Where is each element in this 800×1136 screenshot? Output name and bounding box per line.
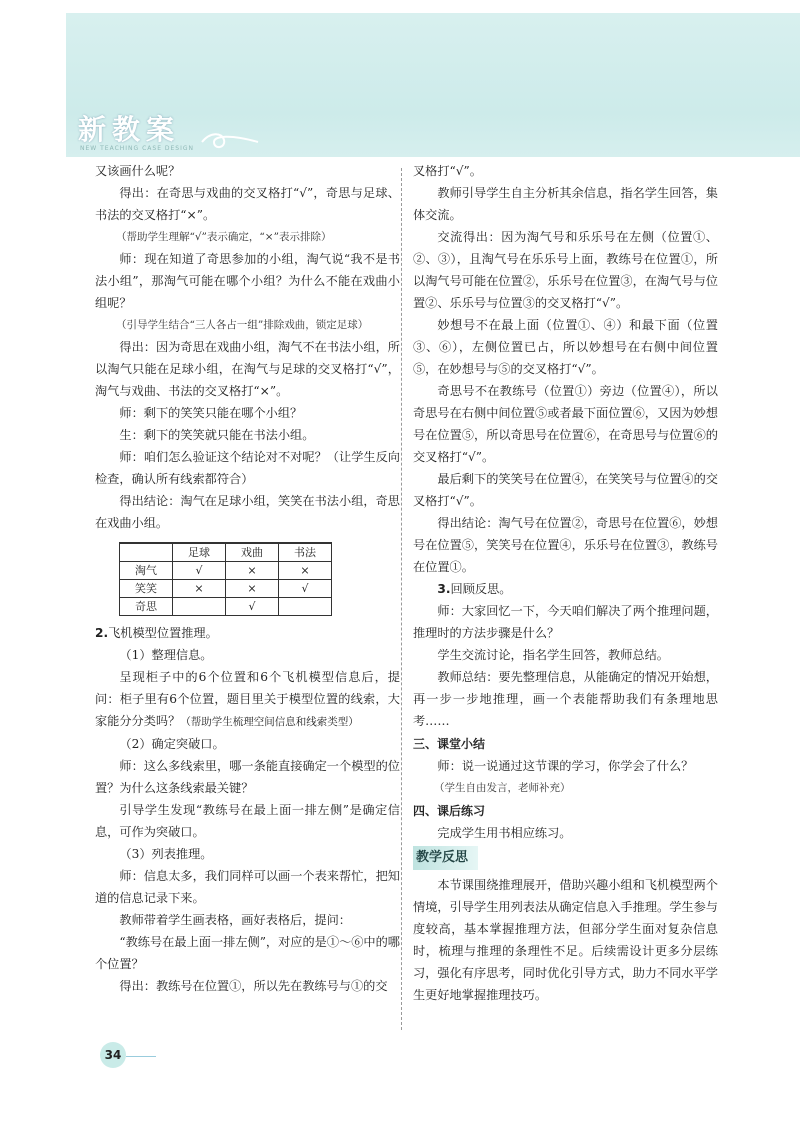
paragraph: （3）列表推理。 [119, 847, 213, 861]
paragraph: 得出：教练号在位置①，所以先在教练号与①的交 [119, 979, 388, 993]
reflection-text: 本节课围绕推理展开，借助兴趣小组和飞机模型两个情境，引导学生用列表法从确定信息入手推理。学生参与度较高，基本掌握推理方法，但部分学生面对复杂信息时，梳理与推理的条理性不足。后续需设计更多分层练习，强化有序思考，同时优化引导方式，助力不同水平学生更好地掌握推理技巧。 [413, 878, 718, 1002]
paragraph: 最后剩下的笑笑号在位置④，在笑笑号与位置④的交叉格打“√”。 [413, 472, 718, 508]
paragraph: 得出：在奇思与戏曲的交叉格打“√”，奇思与足球、书法的交叉格打“×”。 [95, 186, 400, 222]
paragraph: 师：大家回忆一下，今天咱们解决了两个推理问题，推理时的方法步骤是什么？ [413, 604, 718, 640]
table-header: 戏曲 [226, 543, 279, 562]
paragraph: 叉格打“√”。 [413, 164, 482, 178]
paragraph: 奇思号不在教练号（位置①）旁边（位置④），所以奇思号在右侧中间位置⑤或者最下面位置⑥，又因为妙想号在位置⑤，所以奇思号在位置⑥，在奇思号与位置⑥的交叉格打“√”。 [413, 384, 718, 464]
paragraph: 教师引导学生自主分析其余信息，指名学生回答，集体交流。 [413, 186, 718, 222]
paragraph: （2）确定突破口。 [119, 737, 225, 751]
paragraph: 师：现在知道了奇思参加的小组，淘气说“我不是书法小组”，那淘气可能在哪个小组？为什么不能在戏曲小组呢？ [95, 252, 400, 310]
section-title: 回顾反思。 [450, 582, 512, 596]
table-cell: × [226, 580, 279, 598]
table-cell: × [279, 562, 332, 580]
section-number: 3. [437, 582, 451, 596]
table-cell: 笑笑 [120, 580, 173, 598]
table-cell: 奇思 [120, 598, 173, 616]
table-cell: √ [226, 598, 279, 616]
paragraph: 得出：因为奇思在戏曲小组，淘气不在书法小组，所以淘气只能在足球小组，在淘气与足球的交叉格打“√”，淘气与戏曲、书法的交叉格打“×”。 [95, 340, 400, 398]
table-header-row [120, 543, 332, 562]
table-row [120, 562, 332, 580]
paragraph: 又该画什么呢？ [95, 164, 181, 178]
table-cell: 淘气 [120, 562, 173, 580]
paragraph: 师：这么多线索里，哪一条能直接确定一个模型的位置？为什么这条线索最关键？ [95, 759, 400, 795]
paragraph: 得出结论：淘气在足球小组，笑笑在书法小组，奇思在戏曲小组。 [95, 494, 400, 530]
table-cell [279, 598, 332, 616]
paragraph: （1）整理信息。 [119, 648, 213, 662]
note: （学生自由发言，老师补充） [434, 782, 571, 794]
section-number: 2. [95, 626, 109, 640]
table-row [120, 580, 332, 598]
paragraph: 交流得出：因为淘气号和乐乐号在左侧（位置①、②、③），且淘气号在乐乐号上面，教练号在位置①，所以淘气号可能在位置②，乐乐号在位置③，在淘气号与位置②、乐乐号与位置③的交叉格打“√”。 [413, 230, 718, 310]
section-heading: 三、课堂小结 [413, 737, 486, 751]
paragraph: 师：说一说通过这节课的学习，你学会了什么？ [437, 759, 694, 773]
table-header: 书法 [279, 543, 332, 562]
paragraph: 引导学生发现“教练号在最上面一排左侧”是确定信息，可作为突破口。 [95, 803, 400, 839]
paragraph: 完成学生用书相应练习。 [437, 826, 572, 840]
paragraph: 生：剩下的笑笑就只能在书法小组。 [119, 428, 315, 442]
reasoning-table [119, 542, 332, 616]
paragraph: 学生交流讨论，指名学生回答，教师总结。 [437, 648, 669, 662]
table-cell: × [173, 580, 226, 598]
reflection-label: 教学反思 [413, 846, 478, 870]
table-header [120, 543, 173, 562]
section-heading [413, 578, 718, 600]
section-heading: 四、课后练习 [413, 804, 486, 818]
table-row [120, 598, 332, 616]
table-header: 足球 [173, 543, 226, 562]
note: （帮助学生理解“√”表示确定，“×”表示排除） [116, 231, 332, 243]
paragraph: 师：信息太多，我们同样可以画一个表来帮忙，把知道的信息记录下来。 [95, 869, 400, 905]
paragraph [95, 666, 400, 733]
paragraph-text: 呈现柜子中的6个位置和6个飞机模型信息后，提问：柜子里有6个位置，题目里关于模型位置的线索，大家能分分类吗？ [95, 670, 400, 728]
page-number: 34 [100, 1042, 126, 1068]
paragraph: 师：咱们怎么验证这个结论对不对呢？（让学生反向检查，确认所有线索都符合） [95, 450, 400, 486]
paragraph: 得出结论：淘气号在位置②，奇思号在位置⑥，妙想号在位置⑤，笑笑号在位置④，乐乐号在位置③，教练号在位置①。 [413, 516, 718, 574]
brand-subtitle: NEW TEACHING CASE DESIGN [80, 145, 195, 152]
paragraph: 妙想号不在最上面（位置①、④）和最下面（位置③、⑥），左侧位置已占，所以妙想号在右侧中间位置⑤，在妙想号与⑤的交叉格打“√”。 [413, 318, 718, 376]
column-divider [401, 168, 402, 1030]
table-cell [173, 598, 226, 616]
section-title: 飞机模型位置推理。 [108, 626, 218, 640]
note: （引导学生结合“三人各占一组”排除戏曲，锁定足球） [116, 319, 369, 331]
brand-logo: 新教案 [78, 113, 181, 146]
paragraph: 师：剩下的笑笑只能在哪个小组？ [119, 406, 303, 420]
section-heading [95, 622, 400, 644]
table-cell: × [226, 562, 279, 580]
paragraph: “教练号在最上面一排左侧”，对应的是①～⑥中的哪个位置？ [95, 935, 400, 971]
table-cell: √ [173, 562, 226, 580]
left-column [95, 160, 400, 997]
right-column [413, 160, 718, 1006]
page-number-line [126, 1056, 156, 1057]
paragraph: 教师带着学生画表格，画好表格后，提问： [119, 913, 351, 927]
table-cell: √ [279, 580, 332, 598]
note: （帮助学生梳理空间信息和线索类型） [180, 716, 359, 728]
swirl-ornament [200, 128, 260, 152]
paragraph: 教师总结：要先整理信息，从能确定的情况开始想，再一步一步地推理，画一个表能帮助我们有条理地思考…… [413, 670, 718, 728]
